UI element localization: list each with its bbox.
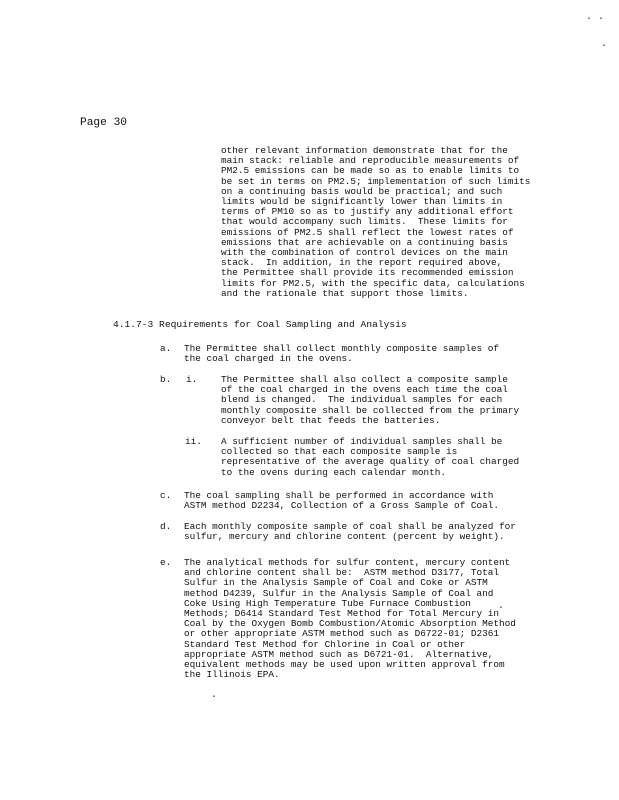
scan-speck: ·	[498, 603, 505, 614]
page-number: Page 30	[80, 117, 127, 129]
item-b-ii-text: A sufficient number of individual samples shall be collected so that each composite sample is representative of the average quality of coal charged to the ovens during each calendar month.	[221, 436, 520, 478]
item-d-label: d.	[160, 521, 172, 532]
item-c-label: c.	[160, 490, 172, 501]
item-d-text: Each monthly composite sample of coal shall be analyzed for sulfur, mercury and chlorine content (percent by weight).	[184, 521, 516, 543]
item-b-i-label: i.	[186, 374, 198, 385]
scan-speck: ·	[211, 692, 218, 703]
scan-speck: ·	[601, 41, 608, 52]
item-e-label: e.	[160, 557, 172, 568]
item-e-text: The analytical methods for sulfur content, mercury content and chlorine content shall be: ASTM method D3177, Total Sulfur in the Analysis Sample of Coal and Coke or ASTM method D4239, Sulfur in the Analysis Sample of Coal and Coke Using High Temperature Tube Furnace Combustion Methods; D6414 Standard Test Method for Total Mercury in Coal by the Oxygen Bomb Combustion/Atomic Absorption Method or other appropriate ASTM method such as D6722-01; D2361 Standard Test Method for Chlorine in Coal or other appropriate ASTM method such as D6721-01. Alternative, equivalent methods may be used upon written approval from the Illinois EPA.	[184, 557, 516, 681]
item-a-label: a.	[160, 343, 172, 354]
item-b-i-text: The Permittee shall also collect a composite sample of the coal charged in the ovens each time the coal blend is changed. The individual samples for each monthly composite shall be collected from the primary conveyor belt that feeds the batteries.	[221, 374, 520, 426]
item-c-text: The coal sampling shall be performed in accordance with ASTM method D2234, Collection of a Gross Sample of Coal.	[184, 490, 500, 512]
item-b-label: b.	[160, 374, 172, 385]
continuation-paragraph: other relevant information demonstrate that for the main stack: reliable and reproducible measurements of PM2.5 emissions can be made so as to enable limits to be set in terms on PM2.5; implementation of such limits on a continuing basis would be practical; and such limits would be significantly lower than limits in terms of PM10 so as to justify any additional effort that would accompany such limits. These limits for emissions of PM2.5 shall reflect the lowest rates of emissions that are achievable on a continuing basis with the combination of control devices on the main stack. In addition, in the report required above, the Permittee shall provide its recommended emission limits for PM2.5, with the specific data, calculations and the rationale that support those limits.	[221, 145, 531, 299]
scan-speck: · ·	[586, 14, 605, 25]
section-heading: 4.1.7-3 Requirements for Coal Sampling and Analysis	[113, 319, 407, 330]
item-a-text: The Permittee shall collect monthly composite samples of the coal charged in the ovens.	[184, 343, 500, 365]
item-b-ii-label: ii.	[185, 436, 202, 447]
